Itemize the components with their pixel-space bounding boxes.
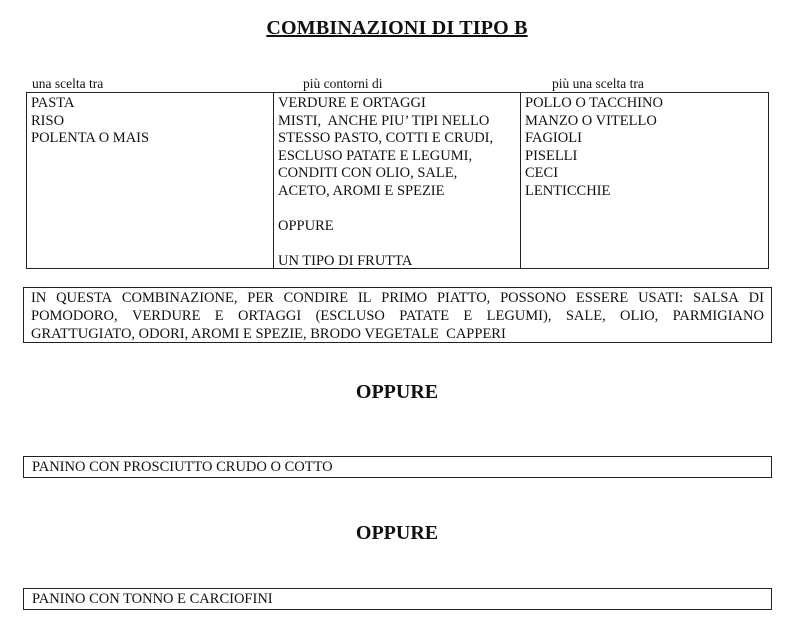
note-line-2: POMODORO, VERDURE E ORTAGGI (ESCLUSO PATATE E LEGUMI), SALE, OLIO, PARMIGIANO: [31, 308, 764, 324]
second-choice-item: MANZO O VITELLO: [525, 112, 657, 129]
side-dish-line: CONDITI CON OLIO, SALE,: [278, 165, 458, 182]
second-choice-column: [521, 93, 768, 268]
side-dishes-column: [274, 93, 521, 268]
note-line-3: GRATTUGIATO, ODORI, AROMI E SPEZIE, BRODO VEGETALE CAPPERI: [31, 326, 506, 342]
side-dish-line: OPPURE: [278, 218, 334, 235]
second-choice-item: PISELLI: [525, 147, 578, 164]
side-dish-line: STESSO PASTO, COTTI E CRUDI,: [278, 130, 494, 147]
oppure-separator: OPPURE: [355, 522, 439, 544]
option-box-tonno: PANINO CON TONNO E CARCIOFINI: [23, 588, 772, 610]
first-choice-item: RISO: [31, 112, 65, 129]
seasoning-note: [23, 287, 772, 343]
side-dish-line: UN TIPO DI FRUTTA: [278, 253, 413, 270]
side-dish-line: ESCLUSO PATATE E LEGUMI,: [278, 147, 473, 164]
column-header-first-choice: una scelta tra: [32, 76, 104, 91]
oppure-separator: OPPURE: [355, 381, 439, 403]
combination-table: [26, 92, 769, 269]
first-choice-column: [27, 93, 274, 268]
first-choice-item: PASTA: [31, 95, 75, 111]
side-dish-line: VERDURE E ORTAGGI: [278, 95, 426, 111]
side-dish-line: MISTI, ANCHE PIU’ TIPI NELLO: [278, 112, 490, 129]
first-choice-item: POLENTA O MAIS: [31, 130, 150, 147]
second-choice-item: CECI: [525, 165, 559, 182]
second-choice-item: POLLO O TACCHINO: [525, 95, 663, 111]
side-dish-line: [278, 201, 516, 219]
second-choice-item: LENTICCHIE: [525, 182, 611, 199]
note-line-1: IN QUESTA COMBINAZIONE, PER CONDIRE IL PRIMO PIATTO, POSSONO ESSERE USATI: SALSA DI: [31, 290, 764, 306]
page-title: COMBINAZIONI DI TIPO B: [266, 17, 528, 39]
column-header-side-dishes: più contorni di: [303, 76, 383, 91]
side-dish-line: [278, 236, 516, 254]
column-header-second-choice: più una scelta tra: [552, 76, 644, 91]
option-box-prosciutto: PANINO CON PROSCIUTTO CRUDO O COTTO: [23, 456, 772, 478]
second-choice-item: FAGIOLI: [525, 130, 582, 147]
side-dish-line: ACETO, AROMI E SPEZIE: [278, 182, 445, 199]
